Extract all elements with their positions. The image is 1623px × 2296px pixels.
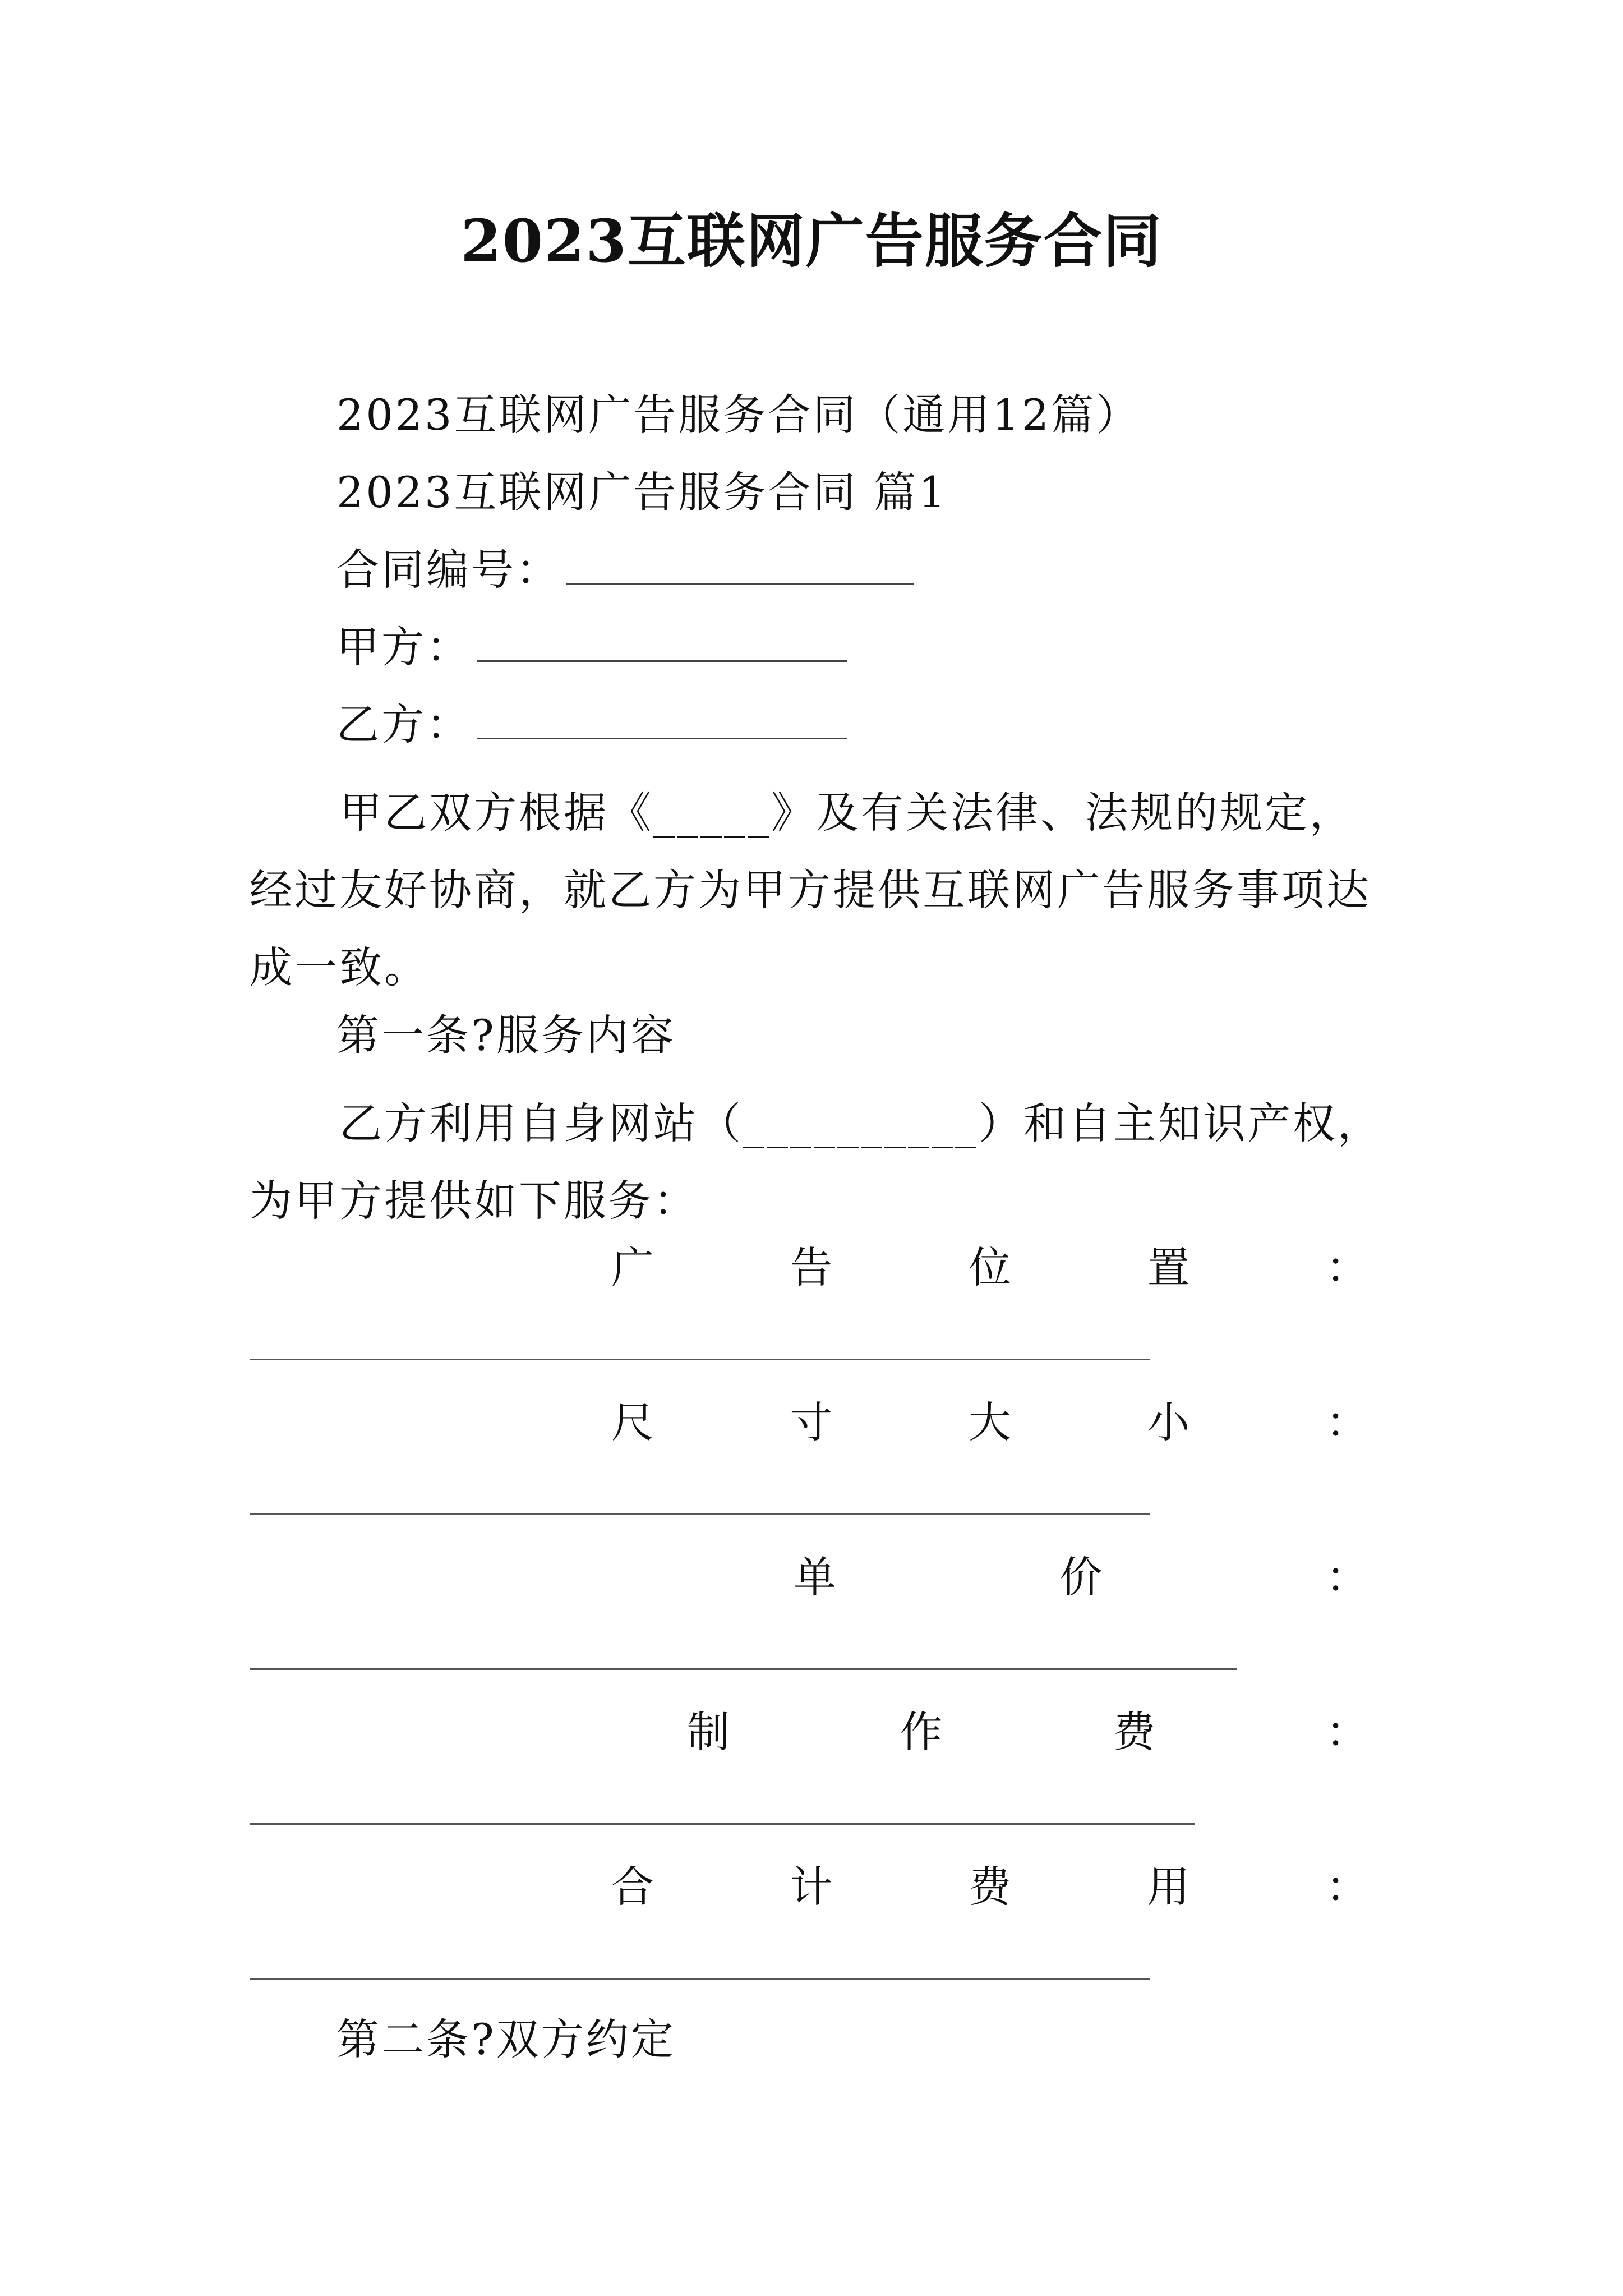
field-char: 费	[969, 1862, 1011, 1912]
field-char: 位	[969, 1243, 1011, 1292]
intro-paragraph: 甲乙双方根据《_____》及有关法律、法规的规定，经过友好协商，就乙方为甲方提供互联网广告服务事项达成一致。	[250, 788, 1371, 992]
party-a-label: 甲方：	[336, 622, 471, 672]
party-b-blank[interactable]	[477, 698, 847, 739]
article2-heading: 第二条?双方约定	[336, 2014, 676, 2064]
field-colon: ：	[1326, 1552, 1368, 1602]
article1-heading: 第一条?服务内容	[336, 1010, 676, 1060]
field-char: 计	[790, 1862, 833, 1912]
part-heading: 2023互联网广告服务合同 篇1	[336, 467, 948, 517]
party-b-line	[336, 697, 847, 753]
party-a-line	[336, 619, 847, 675]
field-char: 费	[1113, 1707, 1156, 1757]
field-colon: ：	[1326, 1862, 1368, 1912]
field-colon: ：	[1325, 1707, 1368, 1757]
field-char: 尺	[611, 1397, 654, 1447]
party-a-blank[interactable]	[477, 621, 847, 662]
field-char: 小	[1147, 1397, 1190, 1447]
document-title: 2023互联网广告服务合同	[460, 206, 1163, 275]
field-production-fee-blank[interactable]	[250, 1823, 1195, 1825]
field-unit-price	[794, 1549, 1368, 1605]
field-colon: ：	[1326, 1243, 1368, 1292]
field-char: 单	[794, 1552, 836, 1602]
field-char: 制	[687, 1707, 730, 1757]
field-colon: ：	[1326, 1397, 1368, 1447]
field-size-blank[interactable]	[250, 1513, 1150, 1515]
field-unit-price-blank[interactable]	[250, 1668, 1237, 1670]
subtitle: 2023互联网广告服务合同（通用12篇）	[336, 390, 1141, 440]
party-b-label: 乙方：	[336, 700, 471, 749]
contract-number-line	[336, 542, 914, 598]
field-char: 置	[1147, 1243, 1190, 1292]
field-size	[611, 1395, 1368, 1451]
field-char: 大	[969, 1397, 1011, 1447]
field-char: 作	[900, 1707, 943, 1757]
article1-paragraph: 乙方利用自身网站（__________）和自主知识产权，为甲方提供如下服务：	[250, 1098, 1382, 1226]
contract-number-label: 合同编号：	[336, 545, 561, 595]
field-ad-position	[611, 1240, 1368, 1296]
field-ad-position-blank[interactable]	[250, 1359, 1150, 1360]
field-char: 寸	[790, 1397, 833, 1447]
field-char: 广	[611, 1243, 654, 1292]
field-char: 价	[1059, 1552, 1103, 1602]
field-total-fee	[611, 1859, 1368, 1915]
field-total-fee-blank[interactable]	[250, 1978, 1150, 1980]
field-char: 用	[1147, 1862, 1190, 1912]
contract-number-blank[interactable]	[566, 544, 914, 585]
field-production-fee	[687, 1704, 1368, 1760]
field-char: 告	[790, 1243, 833, 1292]
field-char: 合	[611, 1862, 654, 1912]
